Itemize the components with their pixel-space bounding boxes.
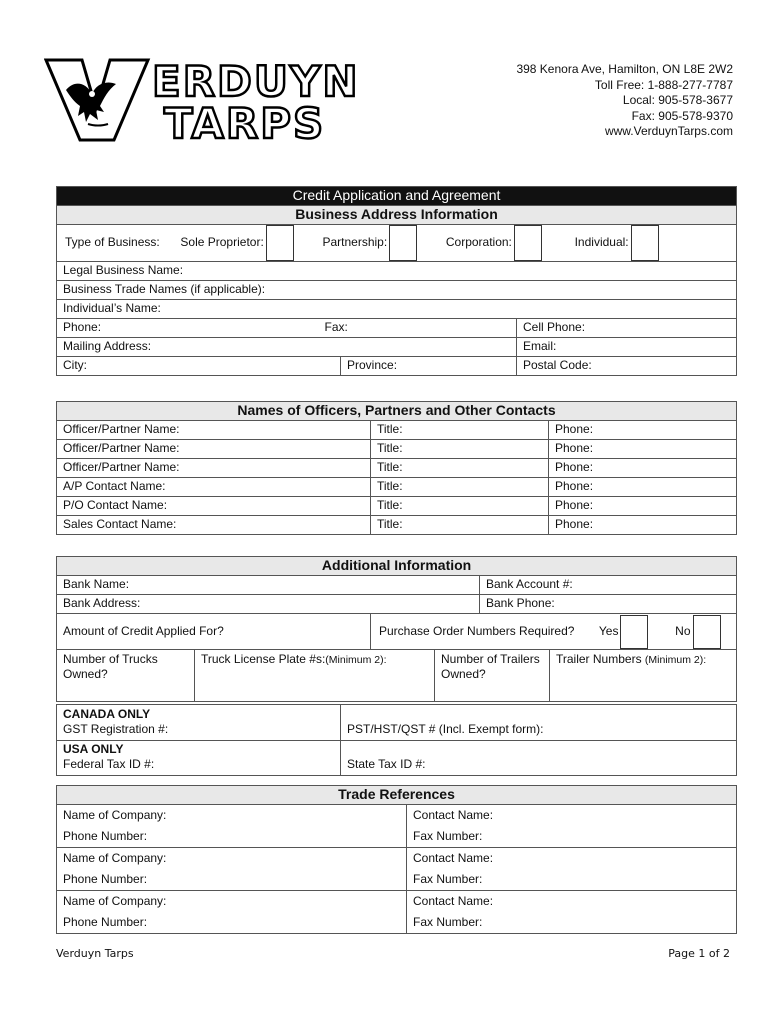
po-required-row — [371, 614, 737, 650]
sales-contact-row — [57, 516, 737, 535]
trade-company-cell[interactable] — [57, 848, 407, 891]
additional-section-title: Additional Information — [57, 557, 737, 576]
officer-name-field[interactable]: Officer/Partner Name: — [57, 421, 371, 440]
corporation-checkbox[interactable] — [514, 225, 542, 261]
gst-registration-field: GST Registration #: — [63, 722, 169, 736]
svg-text:TARPS: TARPS — [164, 99, 326, 144]
legal-business-name-field[interactable]: Legal Business Name: — [57, 262, 737, 281]
ap-contact-name-field[interactable]: A/P Contact Name: — [57, 478, 371, 497]
trailer-numbers-min: (Minimum 2): — [644, 654, 707, 666]
trade-reference — [57, 891, 737, 934]
postal-code-field[interactable]: Postal Code: — [517, 357, 737, 376]
officer-title-field[interactable]: Title: — [371, 421, 549, 440]
contact-name-field: Contact Name: — [413, 808, 494, 822]
trade-names-field[interactable]: Business Trade Names (if applicable): — [57, 281, 737, 300]
contact-name-field: Contact Name: — [413, 894, 494, 908]
sales-contact-title-field[interactable]: Title: — [371, 516, 549, 535]
yes-checkbox[interactable] — [620, 615, 648, 649]
ap-contact-phone-field[interactable]: Phone: — [549, 478, 737, 497]
toll-free: Toll Free: 1-888-277-7787 — [594, 77, 733, 92]
ap-contact-title-field[interactable]: Title: — [371, 478, 549, 497]
mailing-address-field[interactable]: Mailing Address: — [57, 338, 517, 357]
officer-title-field[interactable]: Title: — [371, 459, 549, 478]
additional-info-table — [56, 556, 737, 702]
website[interactable]: www.VerduynTarps.com — [604, 124, 733, 138]
partnership-label: Partnership: — [322, 235, 388, 250]
officer-phone-field[interactable]: Phone: — [549, 459, 737, 478]
trade-contact-cell[interactable] — [407, 891, 737, 934]
company-name-field: Name of Company: — [63, 894, 167, 908]
canada-gst-cell[interactable] — [57, 705, 341, 741]
business-address-table — [56, 186, 737, 376]
section-title: Business Address Information — [57, 206, 737, 225]
company-name-field: Name of Company: — [63, 808, 167, 822]
company-address — [516, 62, 733, 140]
bank-name-field[interactable]: Bank Name: — [57, 576, 480, 595]
fax-field[interactable]: Fax: — [319, 319, 517, 338]
officers-table — [56, 401, 737, 535]
contact-name-field: Contact Name: — [413, 851, 494, 865]
type-of-business-label: Type of Business: — [65, 235, 160, 250]
officers-section-title: Names of Officers, Partners and Other Contacts — [57, 402, 737, 421]
company-phone-field: Phone Number: — [63, 829, 148, 843]
officer-title-field[interactable]: Title: — [371, 440, 549, 459]
fax-number-field: Fax Number: — [413, 915, 483, 929]
truck-plates-label: Truck License Plate #s: — [201, 652, 326, 666]
province-field[interactable]: Province: — [341, 357, 517, 376]
no-label: No — [675, 623, 691, 638]
officer-name-field[interactable]: Officer/Partner Name: — [57, 440, 371, 459]
sole-proprietor-label: Sole Proprietor: — [180, 235, 264, 250]
officer-phone-field[interactable]: Phone: — [549, 440, 737, 459]
usa-only-label: USA ONLY — [63, 742, 124, 756]
form-title: Credit Application and Agreement — [57, 187, 737, 206]
officer-row — [57, 459, 737, 478]
individual-label: Individual: — [574, 235, 629, 250]
state-tax-field[interactable]: State Tax ID #: — [341, 741, 737, 776]
address-line: 398 Kenora Ave, Hamilton, ON L8E 2W2 — [516, 62, 733, 76]
trailer-numbers-field[interactable] — [550, 650, 737, 702]
credit-amount-field[interactable]: Amount of Credit Applied For? — [57, 614, 371, 650]
truck-plates-min: (Minimum 2): — [325, 654, 387, 666]
type-of-business-row — [57, 225, 737, 262]
bank-account-field[interactable]: Bank Account #: — [480, 576, 737, 595]
pst-field[interactable]: PST/HST/QST # (Incl. Exempt form): — [341, 705, 737, 741]
po-contact-name-field[interactable]: P/O Contact Name: — [57, 497, 371, 516]
trade-section-title: Trade References — [57, 786, 737, 805]
trade-references-table — [56, 785, 737, 934]
bank-phone-field[interactable]: Bank Phone: — [480, 595, 737, 614]
officer-name-field[interactable]: Officer/Partner Name: — [57, 459, 371, 478]
individual-checkbox[interactable] — [631, 225, 659, 261]
trade-reference — [57, 848, 737, 891]
svg-text:ERDUYN: ERDUYN — [152, 57, 360, 106]
trade-reference — [57, 805, 737, 848]
po-contact-title-field[interactable]: Title: — [371, 497, 549, 516]
federal-tax-field: Federal Tax ID #: — [63, 757, 155, 771]
usa-federal-cell[interactable] — [57, 741, 341, 776]
trucks-owned-field[interactable]: Number of Trucks Owned? — [57, 650, 195, 702]
company-phone-field: Phone Number: — [63, 915, 148, 929]
officer-phone-field[interactable]: Phone: — [549, 421, 737, 440]
email-field[interactable]: Email: — [517, 338, 737, 357]
trade-contact-cell[interactable] — [407, 848, 737, 891]
company-name-field: Name of Company: — [63, 851, 167, 865]
bank-address-field[interactable]: Bank Address: — [57, 595, 480, 614]
no-checkbox[interactable] — [693, 615, 721, 649]
canada-only-label: CANADA ONLY — [63, 707, 151, 721]
po-contact-phone-field[interactable]: Phone: — [549, 497, 737, 516]
partnership-checkbox[interactable] — [389, 225, 417, 261]
page-number: Page 1 of 2 — [668, 947, 730, 960]
sole-proprietor-checkbox[interactable] — [266, 225, 294, 261]
truck-plates-field[interactable] — [195, 650, 435, 702]
cell-phone-field[interactable]: Cell Phone: — [517, 319, 737, 338]
city-field[interactable]: City: — [57, 357, 341, 376]
trade-company-cell[interactable] — [57, 891, 407, 934]
corporation-label: Corporation: — [445, 235, 512, 250]
tax-info-table — [56, 704, 737, 776]
officer-row — [57, 421, 737, 440]
verduyn-tarps-logo — [44, 54, 396, 144]
fax-number-field: Fax Number: — [413, 829, 483, 843]
footer-company: Verduyn Tarps — [56, 947, 134, 960]
sales-contact-name-field[interactable]: Sales Contact Name: — [57, 516, 371, 535]
trade-contact-cell[interactable] — [407, 805, 737, 848]
trade-company-cell[interactable] — [57, 805, 407, 848]
yes-label: Yes — [598, 623, 619, 638]
fax-number-field: Fax Number: — [413, 872, 483, 886]
trailers-owned-field[interactable]: Number of Trailers Owned? — [435, 650, 550, 702]
company-phone-field: Phone Number: — [63, 872, 148, 886]
trailer-numbers-label: Trailer Numbers — [556, 652, 642, 666]
po-required-label: Purchase Order Numbers Required? — [379, 623, 575, 638]
po-contact-row — [57, 497, 737, 516]
phone-field[interactable]: Phone: — [57, 319, 319, 338]
ap-contact-row — [57, 478, 737, 497]
fax-number: Fax: 905-578-9370 — [631, 108, 733, 123]
officer-row — [57, 440, 737, 459]
sales-contact-phone-field[interactable]: Phone: — [549, 516, 737, 535]
individual-name-field[interactable]: Individual’s Name: — [57, 300, 737, 319]
local-phone: Local: 905-578-3677 — [622, 93, 733, 107]
